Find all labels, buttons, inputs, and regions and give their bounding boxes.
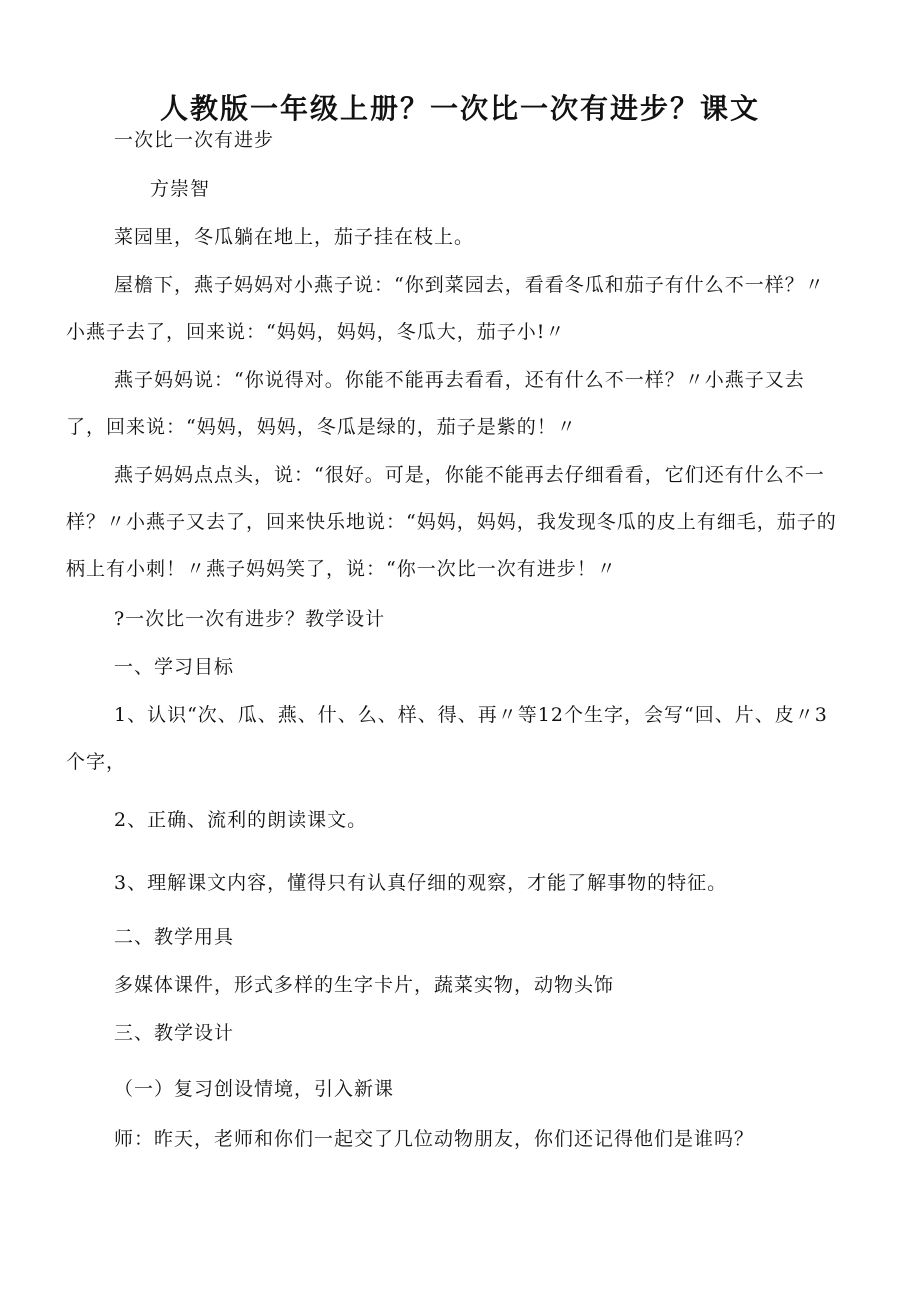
section-teaching-tools: 二、教学用具 — [114, 926, 235, 948]
paragraph-first-visit: 屋檐下，燕子妈妈对小燕子说：“你到菜园去，看看冬瓜和茄子有什么不一样？〃小燕子去了，回来说：“妈妈，妈妈，冬瓜大，茄子小!〃 — [66, 274, 825, 343]
goal-item-1: 1、认识“次、瓜、燕、什、么、样、得、再〃等12个生字，会写“回、片、皮〃3个字， — [66, 704, 828, 773]
paragraph-garden: 菜园里，冬瓜躺在地上，茄子挂在枝上。 — [114, 226, 475, 248]
goal-item-2: 2、正确、流利的朗读课文。 — [114, 809, 368, 831]
paragraph-third-visit: 燕子妈妈点点头，说：“很好。可是，你能不能再去仔细看看，它们还有什么不一样？〃小燕子又去了，回来快乐地说：“妈妈，妈妈，我发现冬瓜的皮上有细毛，茄子的柄上有小刺！〃燕子妈妈笑了，说：“你一次比一次有进步！〃 — [66, 464, 837, 580]
text-title-line: 一次比一次有进步 — [114, 129, 275, 151]
teaching-tools-list: 多媒体课件，形式多样的生字卡片，蔬菜实物，动物头饰 — [114, 974, 615, 996]
author-line: 方崇智 — [150, 178, 211, 200]
teaching-design-title: ?一次比一次有进步？教学设计 — [114, 608, 386, 630]
section-learning-goals: 一、学习目标 — [114, 656, 235, 678]
section-teaching-design: 三、教学设计 — [114, 1022, 235, 1044]
subsection-review: （一）复习创设情境，引入新课 — [114, 1078, 395, 1100]
document-title: 人教版一年级上册？一次比一次有进步？课文 — [159, 91, 760, 125]
goal-item-3: 3、理解课文内容，懂得只有认真仔细的观察，才能了解事物的特征。 — [114, 872, 728, 894]
paragraph-second-visit: 燕子妈妈说：“你说得对。你能不能再去看看，还有什么不一样？〃小燕子又去了，回来说：“妈妈，妈妈，冬瓜是绿的，茄子是紫的！〃 — [66, 369, 805, 438]
teacher-dialogue: 师：昨天，老师和你们一起交了几位动物朋友，你们还记得他们是谁吗？ — [114, 1128, 755, 1150]
